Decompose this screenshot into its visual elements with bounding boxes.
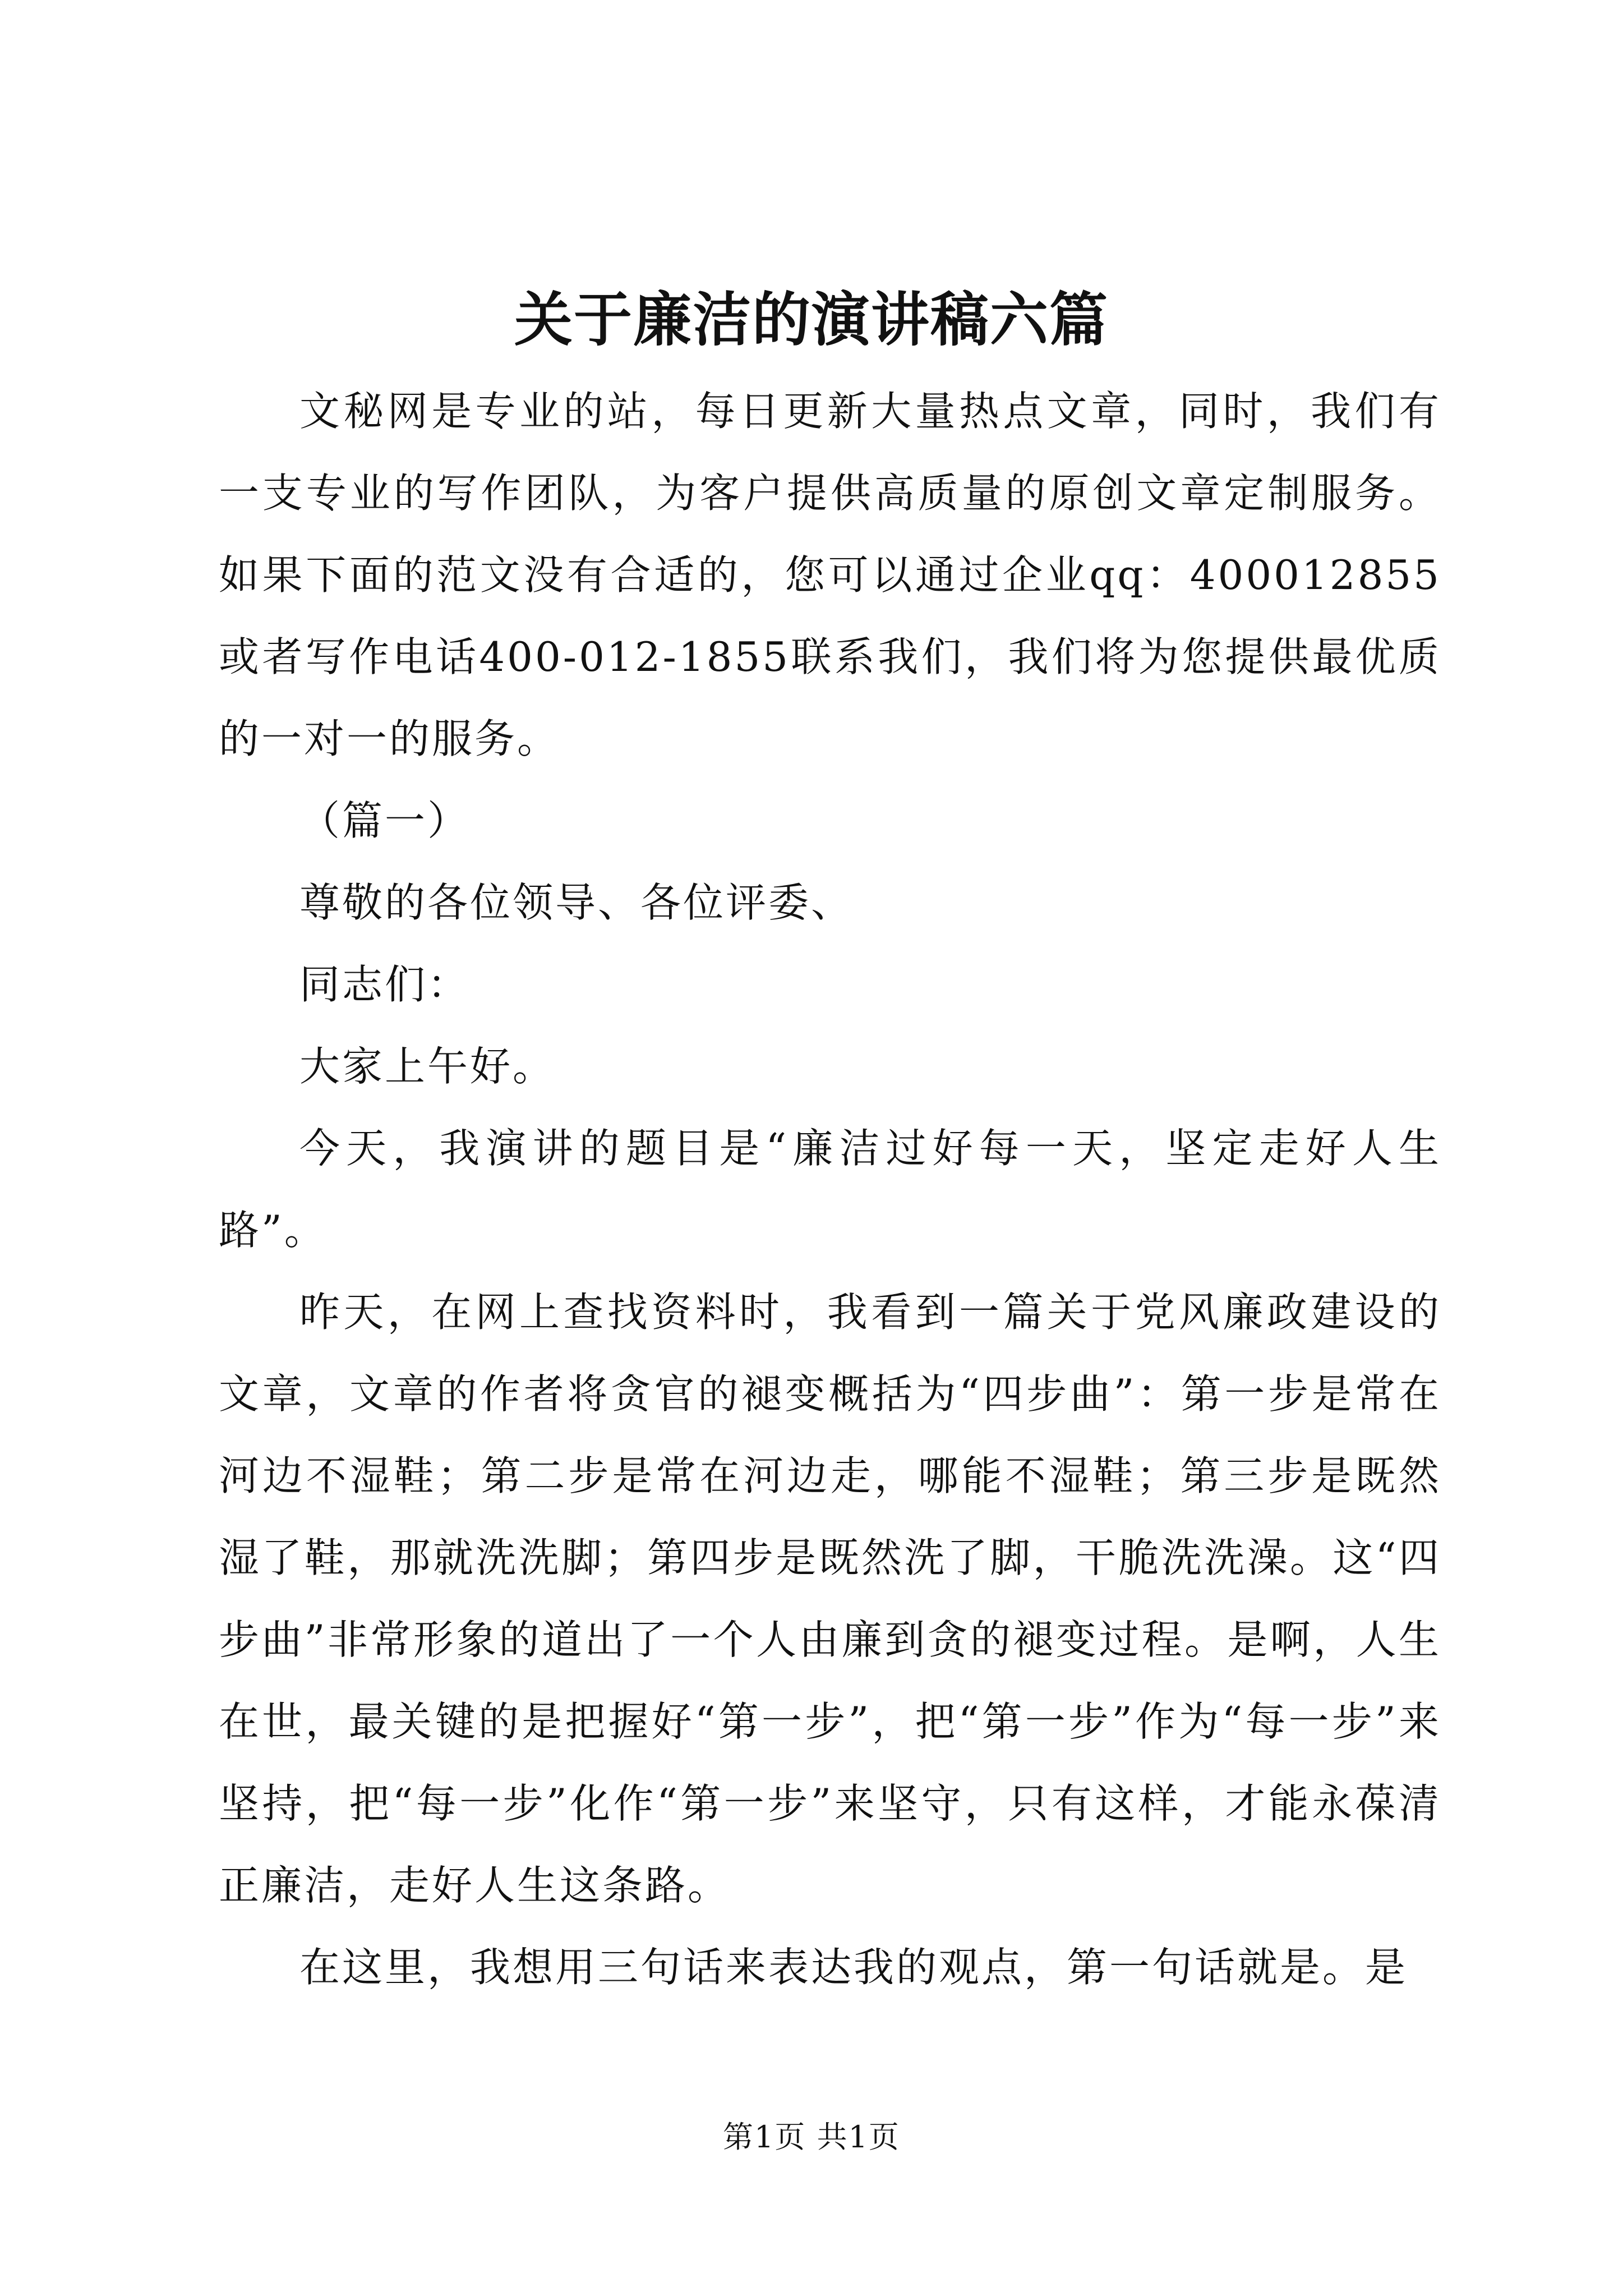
body-paragraph: 在这里，我想用三句话来表达我的观点，第一句话就是。是 bbox=[299, 1944, 1408, 1991]
salutation-line: 尊敬的各位领导、各位评委、 bbox=[299, 879, 854, 926]
document-body bbox=[219, 370, 1441, 2008]
body-paragraph: 昨天，在网上查找资料时，我看到一篇关于党风廉政建设的文章，文章的作者将贪官的褪变概括为“四步曲”：第一步是常在河边不湿鞋；第二步是常在河边走，哪能不湿鞋；第三步是既然湿了鞋，那就洗洗脚；第四步是既然洗了脚，干脆洗洗澡。这“四步曲”非常形象的道出了一个人由廉到贪的褪变过程。是啊，人生在世，最关键的是把握好“第一步”，把“第一步”作为“每一步”来坚持，把“每一步”化作“第一步”来坚守，只有这样，才能永葆清正廉洁，走好人生这条路。 bbox=[219, 1289, 1441, 1909]
section-heading: （篇一） bbox=[299, 797, 471, 844]
intro-paragraph: 文秘网是专业的站，每日更新大量热点文章，同时，我们有一支专业的写作团队，为客户提供高质量的原创文章定制服务。如果下面的范文没有合适的，您可以通过企业qq：400012855或者写作电话400-012-1855联系我们，我们将为您提供最优质的一对一的服务。 bbox=[219, 388, 1441, 762]
document-title: 关于廉洁的演讲稿六篇 bbox=[514, 285, 1109, 354]
speech-topic-paragraph: 今天，我演讲的题目是“廉洁过好每一天，坚定走好人生路”。 bbox=[219, 1125, 1441, 1254]
greeting-paragraph: 大家上午好。 bbox=[299, 1043, 556, 1090]
page-footer: 第1页 共1页 bbox=[723, 2119, 900, 2155]
salutation-line: 同志们： bbox=[299, 961, 471, 1008]
